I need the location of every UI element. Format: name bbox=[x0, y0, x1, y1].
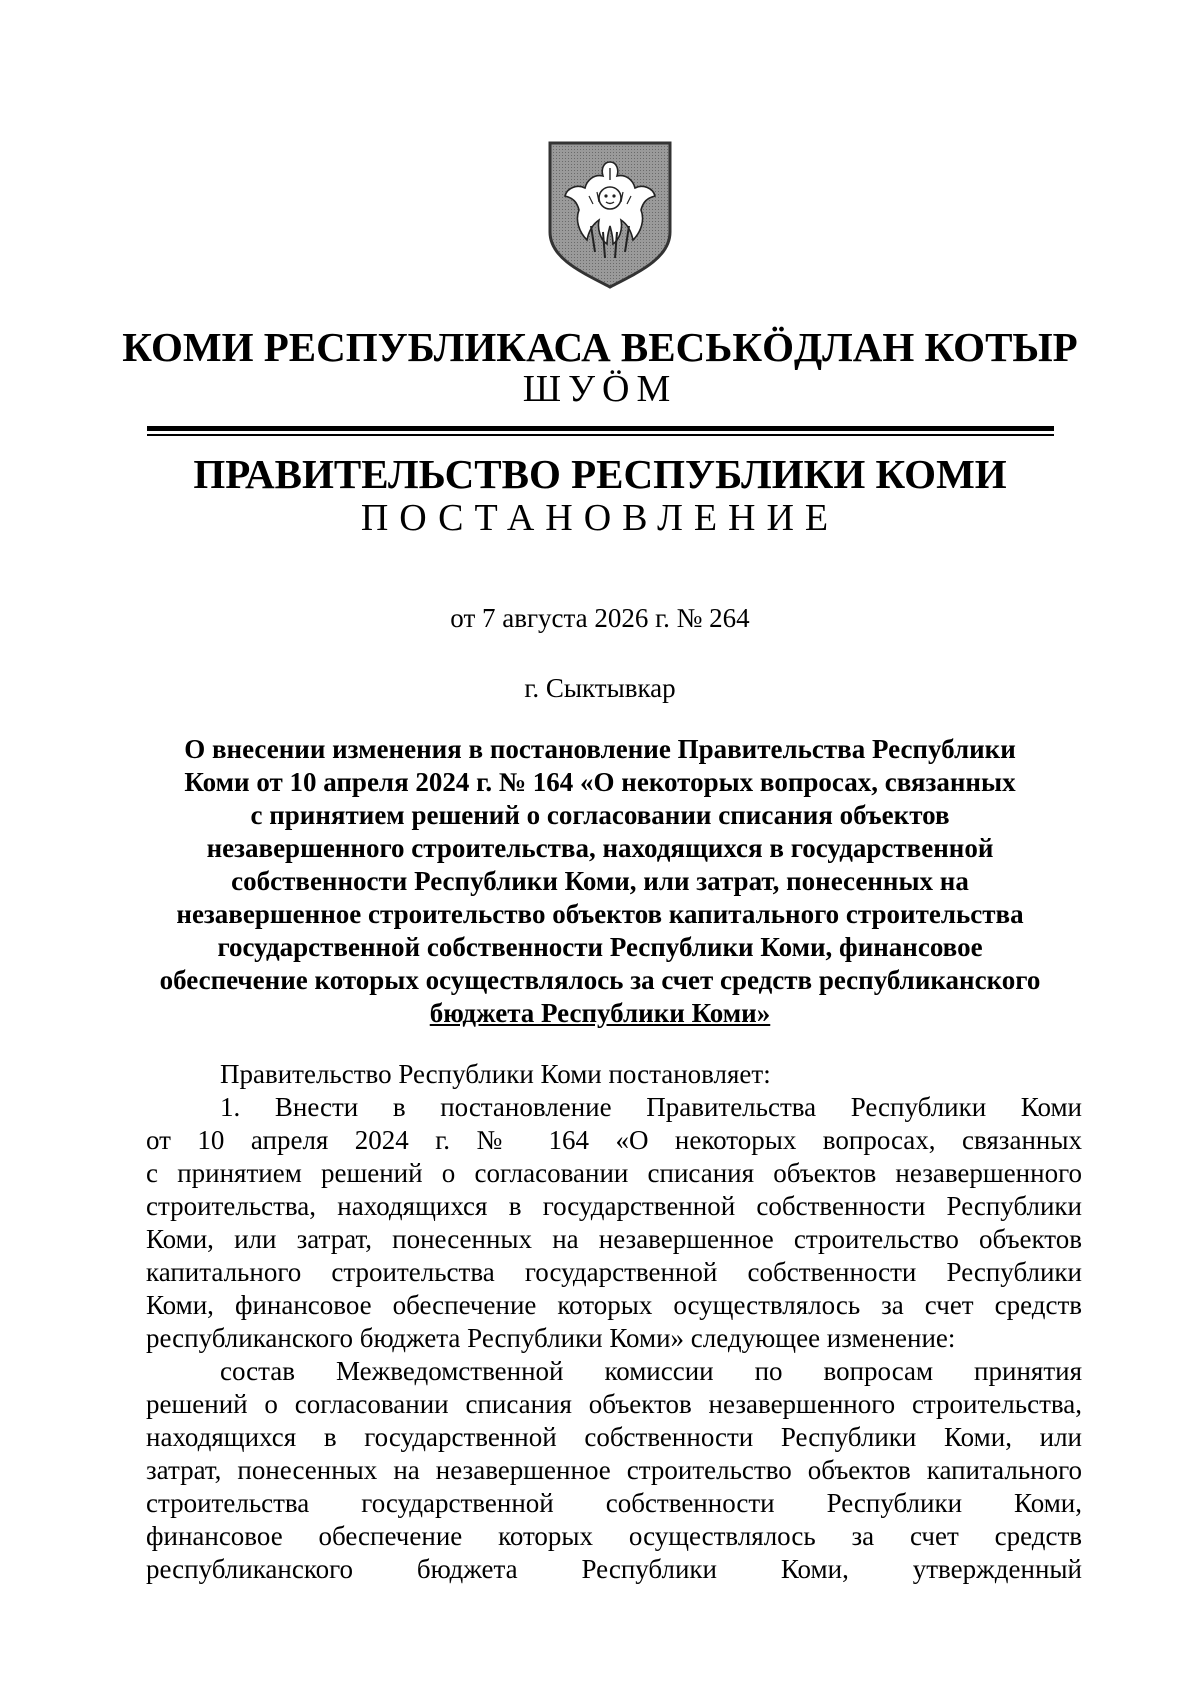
body-line: строительства государственной собственности Республики Коми, bbox=[146, 1488, 1082, 1518]
body-line: находящихся в государственной собственности Республики Коми, или bbox=[146, 1422, 1082, 1452]
komi-document-type: ШУӦМ bbox=[522, 368, 678, 410]
intro-paragraph: Правительство Республики Коми постановляет: bbox=[220, 1059, 771, 1089]
emblem-icon bbox=[547, 140, 673, 290]
komi-government-title: КОМИ РЕСПУБЛИКАСА ВЕСЬКӦДЛАН КОТЫР bbox=[122, 324, 1078, 370]
body-line: состав Межведомственной комиссии по вопросам принятия bbox=[220, 1356, 1082, 1386]
body-line: с принятием решений о согласовании списания объектов незавершенного bbox=[146, 1158, 1082, 1188]
document-city: г. Сыктывкар bbox=[524, 673, 676, 703]
heading-line: Коми от 10 апреля 2024 г. № 164 «О некоторых вопросах, связанных bbox=[184, 767, 1016, 797]
heading-line: с принятием решений о согласовании списания объектов bbox=[250, 800, 950, 830]
coat-of-arms-emblem bbox=[547, 140, 673, 290]
heading-line: обеспечение которых осуществлялось за счет средств республиканского bbox=[159, 965, 1041, 995]
heading-line: собственности Республики Коми, или затрат, понесенных на bbox=[231, 866, 969, 896]
body-line: Коми, или затрат, понесенных на незавершенное строительство объектов bbox=[146, 1224, 1082, 1254]
government-title: ПРАВИТЕЛЬСТВО РЕСПУБЛИКИ КОМИ bbox=[193, 451, 1007, 497]
document-body bbox=[146, 1058, 1082, 1586]
body-line: затрат, понесенных на незавершенное строительство объектов капитального bbox=[146, 1455, 1082, 1485]
header-divider-thin bbox=[147, 434, 1054, 436]
heading-line: государственной собственности Республики Коми, финансовое bbox=[217, 932, 983, 962]
body-line: Коми, финансовое обеспечение которых осуществлялось за счет средств bbox=[146, 1290, 1082, 1320]
body-line: от 10 апреля 2024 г. № 164 «О некоторых вопросах, связанных bbox=[146, 1125, 1082, 1155]
heading-line: незавершенного строительства, находящихся в государственной bbox=[206, 833, 994, 863]
body-line: республиканского бюджета Республики Коми, утвержденный bbox=[146, 1554, 1082, 1584]
body-line: решений о согласовании списания объектов незавершенного строительства, bbox=[146, 1389, 1082, 1419]
header-divider-thick bbox=[147, 426, 1054, 431]
body-line: 1. Внести в постановление Правительства Республики Коми bbox=[220, 1092, 1082, 1122]
document-type: ПОСТАНОВЛЕНИЕ bbox=[360, 497, 840, 539]
heading-line-underlined: бюджета Республики Коми» bbox=[429, 998, 771, 1028]
body-line: финансовое обеспечение которых осуществлялось за счет средств bbox=[146, 1521, 1082, 1551]
body-line: строительства, находящихся в государственной собственности Республики bbox=[146, 1191, 1082, 1221]
document-date-number: от 7 августа 2026 г. № 264 bbox=[450, 603, 750, 633]
heading-line: незавершенное строительство объектов капитального строительства bbox=[176, 899, 1024, 929]
body-line: капитального строительства государственной собственности Республики bbox=[146, 1257, 1082, 1287]
heading-line: О внесении изменения в постановление Правительства Республики bbox=[184, 734, 1016, 764]
document-heading bbox=[130, 733, 1070, 1030]
body-line: республиканского бюджета Республики Коми» следующее изменение: bbox=[146, 1323, 956, 1353]
